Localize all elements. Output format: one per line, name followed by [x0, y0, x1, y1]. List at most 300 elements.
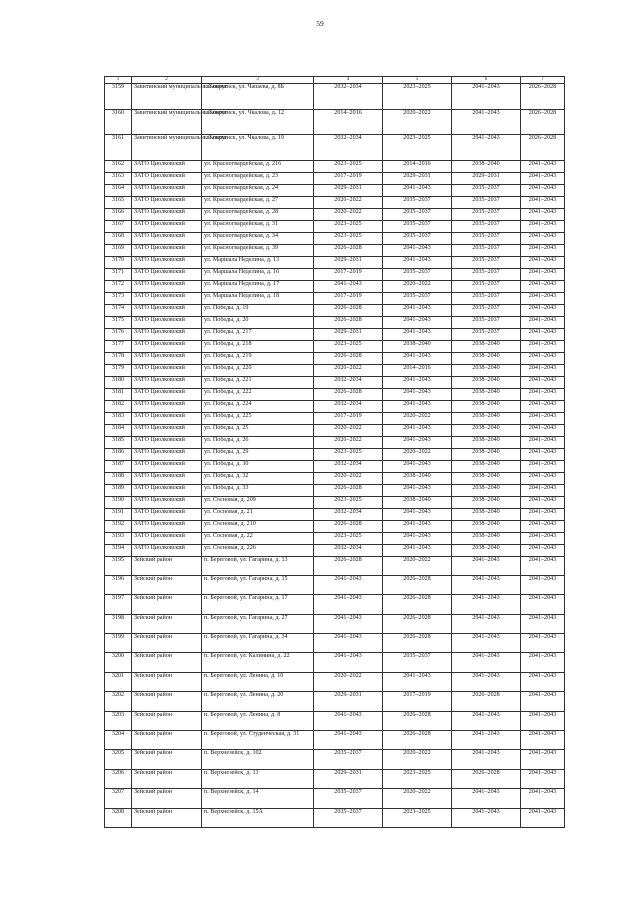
address-cell: п. Береговой, ул. Гагарина, д. 17 — [202, 595, 314, 614]
address-cell: г. Завитинск, ул. Чкалова, д. 12 — [202, 109, 314, 135]
table-row — [105, 412, 565, 424]
period-cell: 2041–2043 — [383, 544, 452, 556]
table-row — [105, 232, 565, 244]
address-cell: ул. Красногвардейская, д. 27 — [202, 196, 314, 208]
period-cell: 2041–2043 — [521, 292, 565, 304]
district-cell: ЗАТО Циолковский — [132, 364, 202, 376]
period-cell: 2026–2028 — [383, 614, 452, 633]
period-cell: 2035–2037 — [383, 653, 452, 672]
period-cell: 2020–2022 — [383, 280, 452, 292]
period-cell: 2035–2037 — [452, 184, 521, 196]
period-cell: 2038–2040 — [452, 532, 521, 544]
period-cell: 2041–2043 — [383, 304, 452, 316]
district-cell: ЗАТО Циолковский — [132, 388, 202, 400]
row-number-cell: 3199 — [105, 634, 132, 653]
period-cell: 2038–2040 — [452, 496, 521, 508]
period-cell: 2014–2016 — [314, 109, 383, 135]
period-cell: 2041–2043 — [521, 731, 565, 750]
row-number-cell: 3185 — [105, 436, 132, 448]
period-cell: 2014–2016 — [383, 364, 452, 376]
address-cell: ул. Красногвардейская, д. 39 — [202, 244, 314, 256]
table-row — [105, 316, 565, 328]
table-row — [105, 160, 565, 172]
period-cell: 2035–2037 — [383, 268, 452, 280]
row-number-cell: 3164 — [105, 184, 132, 196]
period-cell: 2038–2040 — [452, 364, 521, 376]
period-cell: 2035–2037 — [383, 292, 452, 304]
address-cell: ул. Победы, д. 217 — [202, 328, 314, 340]
district-cell: ЗАТО Циолковский — [132, 196, 202, 208]
table-row — [105, 388, 565, 400]
table-row — [105, 711, 565, 730]
column-number: 2 — [132, 77, 202, 84]
row-number-cell: 3184 — [105, 424, 132, 436]
district-cell: ЗАТО Циолковский — [132, 304, 202, 316]
district-cell: ЗАТО Циолковский — [132, 244, 202, 256]
address-cell: п. Верхнезейск, д. 14 — [202, 789, 314, 808]
district-cell: ЗАТО Циолковский — [132, 340, 202, 352]
row-number-cell: 3169 — [105, 244, 132, 256]
row-number-cell: 3191 — [105, 508, 132, 520]
period-cell: 2041–2043 — [383, 256, 452, 268]
period-cell: 2041–2043 — [521, 575, 565, 594]
row-number-cell: 3181 — [105, 388, 132, 400]
table-row — [105, 556, 565, 575]
address-cell: ул. Сосновая, д. 21 — [202, 508, 314, 520]
period-cell: 2026–2028 — [383, 634, 452, 653]
table-row — [105, 508, 565, 520]
period-cell: 2023–2025 — [314, 448, 383, 460]
period-cell: 2038–2040 — [452, 340, 521, 352]
period-cell: 2026–2028 — [383, 595, 452, 614]
period-cell: 2035–2037 — [383, 208, 452, 220]
period-cell: 2041–2043 — [452, 575, 521, 594]
period-cell: 2026–2028 — [314, 304, 383, 316]
row-number-cell: 3198 — [105, 614, 132, 633]
row-number-cell: 3174 — [105, 304, 132, 316]
district-cell: ЗАТО Циолковский — [132, 400, 202, 412]
period-cell: 2041–2043 — [314, 711, 383, 730]
period-cell: 2038–2040 — [452, 484, 521, 496]
table-row — [105, 84, 565, 110]
address-cell: п. Береговой, ул. Гагарина, д. 27 — [202, 614, 314, 633]
address-cell: ул. Красногвардейская, д. 24 — [202, 184, 314, 196]
period-cell: 2041–2043 — [521, 472, 565, 484]
period-cell: 2026–2028 — [521, 109, 565, 135]
row-number-cell: 3179 — [105, 364, 132, 376]
period-cell: 2035–2037 — [452, 292, 521, 304]
address-cell: ул. Победы, д. 224 — [202, 400, 314, 412]
district-cell: ЗАТО Циолковский — [132, 328, 202, 340]
period-cell: 2041–2043 — [314, 634, 383, 653]
period-cell: 2032–2034 — [314, 544, 383, 556]
period-cell: 2032–2034 — [314, 84, 383, 110]
table-row — [105, 328, 565, 340]
period-cell: 2035–2037 — [314, 750, 383, 769]
row-number-cell: 3189 — [105, 484, 132, 496]
period-cell: 2023–2025 — [314, 340, 383, 352]
period-cell: 2041–2043 — [383, 460, 452, 472]
period-cell: 2026–2028 — [383, 711, 452, 730]
period-cell: 2035–2037 — [452, 328, 521, 340]
period-cell: 2032–2034 — [314, 376, 383, 388]
district-cell: ЗАТО Циолковский — [132, 520, 202, 532]
period-cell: 2041–2043 — [521, 244, 565, 256]
period-cell: 2041–2043 — [521, 328, 565, 340]
period-cell: 2041–2043 — [452, 808, 521, 827]
period-cell: 2020–2022 — [383, 556, 452, 575]
period-cell: 2020–2022 — [383, 412, 452, 424]
row-number-cell: 3176 — [105, 328, 132, 340]
period-cell: 2041–2043 — [452, 595, 521, 614]
period-cell: 2026–2028 — [314, 484, 383, 496]
period-cell: 2041–2043 — [521, 508, 565, 520]
period-cell: 2032–2034 — [314, 460, 383, 472]
period-cell: 2041–2043 — [521, 208, 565, 220]
district-cell: ЗАТО Циолковский — [132, 484, 202, 496]
district-cell: Зейский район — [132, 808, 202, 827]
period-cell: 2023–2025 — [383, 769, 452, 788]
period-cell: 2035–2037 — [452, 232, 521, 244]
period-cell: 2041–2043 — [521, 160, 565, 172]
row-number-cell: 3175 — [105, 316, 132, 328]
table-row — [105, 304, 565, 316]
table-row — [105, 109, 565, 135]
row-number-cell: 3161 — [105, 135, 132, 161]
period-cell: 2041–2043 — [521, 634, 565, 653]
period-cell: 2041–2043 — [452, 614, 521, 633]
district-cell: ЗАТО Циолковский — [132, 544, 202, 556]
address-cell: ул. Красногвардейская, д. 34 — [202, 232, 314, 244]
address-cell: п. Верхнезейск, д. 13 — [202, 769, 314, 788]
row-number-cell: 3167 — [105, 220, 132, 232]
table-row — [105, 496, 565, 508]
period-cell: 2038–2040 — [383, 340, 452, 352]
period-cell: 2038–2040 — [452, 436, 521, 448]
period-cell: 2029–2031 — [314, 328, 383, 340]
period-cell: 2041–2043 — [314, 595, 383, 614]
period-cell: 2035–2037 — [452, 208, 521, 220]
period-cell: 2026–2028 — [452, 769, 521, 788]
period-cell: 2017–2019 — [314, 268, 383, 280]
district-cell: ЗАТО Циолковский — [132, 532, 202, 544]
column-number: 6 — [452, 77, 521, 84]
period-cell: 2026–2028 — [314, 316, 383, 328]
period-cell: 2038–2040 — [383, 496, 452, 508]
period-cell: 2041–2043 — [383, 484, 452, 496]
row-number-cell: 3171 — [105, 268, 132, 280]
housing-repair-schedule-table — [104, 76, 565, 828]
row-number-cell: 3197 — [105, 595, 132, 614]
period-cell: 2026–2028 — [383, 575, 452, 594]
row-number-cell: 3180 — [105, 376, 132, 388]
period-cell: 2038–2040 — [452, 388, 521, 400]
period-cell: 2041–2043 — [383, 184, 452, 196]
address-cell: п. Береговой, ул. Ленина, д. 20 — [202, 692, 314, 711]
table-row — [105, 220, 565, 232]
period-cell: 2041–2043 — [521, 614, 565, 633]
period-cell: 2038–2040 — [452, 400, 521, 412]
address-cell: ул. Победы, д. 220 — [202, 364, 314, 376]
period-cell: 2038–2040 — [452, 460, 521, 472]
table-row — [105, 135, 565, 161]
period-cell: 2041–2043 — [521, 496, 565, 508]
address-cell: ул. Маршала Неделина, д. 13 — [202, 256, 314, 268]
period-cell: 2041–2043 — [521, 808, 565, 827]
period-cell: 2041–2043 — [521, 388, 565, 400]
period-cell: 2041–2043 — [452, 109, 521, 135]
district-cell: ЗАТО Циолковский — [132, 256, 202, 268]
period-cell: 2041–2043 — [521, 672, 565, 691]
period-cell: 2035–2037 — [452, 316, 521, 328]
row-number-cell: 3177 — [105, 340, 132, 352]
address-cell: п. Береговой, ул. Гагарина, д. 15 — [202, 575, 314, 594]
period-cell: 2041–2043 — [521, 460, 565, 472]
period-cell: 2041–2043 — [383, 436, 452, 448]
period-cell: 2026–2028 — [521, 135, 565, 161]
table-row — [105, 595, 565, 614]
row-number-cell: 3160 — [105, 109, 132, 135]
period-cell: 2041–2043 — [521, 520, 565, 532]
table-row — [105, 400, 565, 412]
row-number-cell: 3190 — [105, 496, 132, 508]
period-cell: 2020–2022 — [383, 448, 452, 460]
period-cell: 2041–2043 — [521, 400, 565, 412]
table-row — [105, 292, 565, 304]
table-row — [105, 472, 565, 484]
period-cell: 2017–2019 — [314, 172, 383, 184]
period-cell: 2041–2043 — [521, 424, 565, 436]
column-number: 5 — [383, 77, 452, 84]
table-row — [105, 208, 565, 220]
period-cell: 2041–2043 — [521, 316, 565, 328]
table-row — [105, 280, 565, 292]
period-cell: 2038–2040 — [452, 160, 521, 172]
period-cell: 2020–2022 — [314, 196, 383, 208]
period-cell: 2041–2043 — [452, 556, 521, 575]
period-cell: 2023–2025 — [314, 232, 383, 244]
period-cell: 2041–2043 — [383, 672, 452, 691]
period-cell: 2041–2043 — [521, 448, 565, 460]
period-cell: 2023–2025 — [314, 160, 383, 172]
period-cell: 2038–2040 — [452, 352, 521, 364]
period-cell: 2041–2043 — [521, 256, 565, 268]
address-cell: ул. Победы, д. 29 — [202, 448, 314, 460]
row-number-cell: 3195 — [105, 556, 132, 575]
district-cell: Зейский район — [132, 789, 202, 808]
period-cell: 2032–2034 — [314, 400, 383, 412]
period-cell: 2026–2028 — [521, 84, 565, 110]
period-cell: 2041–2043 — [452, 634, 521, 653]
column-number: 4 — [314, 77, 383, 84]
period-cell: 2041–2043 — [521, 436, 565, 448]
table-row — [105, 789, 565, 808]
period-cell: 2032–2034 — [314, 135, 383, 161]
row-number-cell: 3187 — [105, 460, 132, 472]
period-cell: 2029–2031 — [452, 172, 521, 184]
table-row — [105, 448, 565, 460]
period-cell: 2041–2043 — [383, 388, 452, 400]
district-cell: ЗАТО Циолковский — [132, 292, 202, 304]
district-cell: Зейский район — [132, 672, 202, 691]
period-cell: 2041–2043 — [521, 280, 565, 292]
address-cell: п. Береговой, ул. Гагарина, д. 13 — [202, 556, 314, 575]
period-cell: 2041–2043 — [521, 750, 565, 769]
period-cell: 2029–2031 — [314, 769, 383, 788]
district-cell: ЗАТО Циолковский — [132, 268, 202, 280]
district-cell: ЗАТО Циолковский — [132, 448, 202, 460]
district-cell: Зейский район — [132, 634, 202, 653]
period-cell: 2026–2028 — [314, 520, 383, 532]
address-cell: п. Береговой, ул. Калинина, д. 22 — [202, 653, 314, 672]
table-row — [105, 268, 565, 280]
row-number-cell: 3193 — [105, 532, 132, 544]
table-row — [105, 544, 565, 556]
row-number-cell: 3165 — [105, 196, 132, 208]
period-cell: 2038–2040 — [383, 472, 452, 484]
period-cell: 2041–2043 — [383, 424, 452, 436]
address-cell: ул. Победы, д. 20 — [202, 316, 314, 328]
period-cell: 2041–2043 — [521, 220, 565, 232]
period-cell: 2020–2022 — [314, 436, 383, 448]
period-cell: 2041–2043 — [521, 268, 565, 280]
table-row — [105, 352, 565, 364]
period-cell: 2041–2043 — [383, 520, 452, 532]
district-cell: Зейский район — [132, 595, 202, 614]
address-cell: ул. Победы, д. 30 — [202, 460, 314, 472]
period-cell: 2041–2043 — [314, 653, 383, 672]
period-cell: 2029–2031 — [314, 256, 383, 268]
district-cell: ЗАТО Циолковский — [132, 160, 202, 172]
period-cell: 2041–2043 — [521, 769, 565, 788]
period-cell: 2041–2043 — [521, 364, 565, 376]
row-number-cell: 3178 — [105, 352, 132, 364]
address-cell: ул. Победы, д. 222 — [202, 388, 314, 400]
period-cell: 2041–2043 — [521, 196, 565, 208]
address-cell: ул. Победы, д. 19 — [202, 304, 314, 316]
period-cell: 2029–2031 — [314, 184, 383, 196]
district-cell: Зейский район — [132, 614, 202, 633]
address-cell: ул. Сосновая, д. 226 — [202, 544, 314, 556]
period-cell: 2041–2043 — [452, 135, 521, 161]
row-number-cell: 3201 — [105, 672, 132, 691]
address-cell: п. Береговой, ул. Студенческая, д. 31 — [202, 731, 314, 750]
address-cell: ул. Красногвардейская, д. 216 — [202, 160, 314, 172]
table-row — [105, 672, 565, 691]
address-cell: ул. Победы, д. 25 — [202, 424, 314, 436]
table-row — [105, 692, 565, 711]
table-row — [105, 769, 565, 788]
table-row — [105, 364, 565, 376]
period-cell: 2041–2043 — [521, 340, 565, 352]
row-number-cell: 3188 — [105, 472, 132, 484]
period-cell: 2026–2028 — [383, 731, 452, 750]
table-row — [105, 484, 565, 496]
period-cell: 2041–2043 — [314, 575, 383, 594]
table-row — [105, 424, 565, 436]
district-cell: Зейский район — [132, 653, 202, 672]
district-cell: Зейский район — [132, 769, 202, 788]
period-cell: 2035–2037 — [314, 808, 383, 827]
period-cell: 2023–2025 — [314, 220, 383, 232]
period-cell: 2041–2043 — [521, 352, 565, 364]
period-cell: 2026–2028 — [314, 244, 383, 256]
period-cell: 2035–2037 — [452, 244, 521, 256]
period-cell: 2035–2037 — [452, 256, 521, 268]
row-number-cell: 3170 — [105, 256, 132, 268]
district-cell: Завитинский муниципальный округ — [132, 109, 202, 135]
period-cell: 2041–2043 — [521, 653, 565, 672]
period-cell: 2035–2037 — [452, 280, 521, 292]
period-cell: 2041–2043 — [521, 376, 565, 388]
district-cell: ЗАТО Циолковский — [132, 460, 202, 472]
address-cell: ул. Маршала Неделина, д. 17 — [202, 280, 314, 292]
period-cell: 2041–2043 — [383, 508, 452, 520]
district-cell: ЗАТО Циолковский — [132, 376, 202, 388]
district-cell: ЗАТО Циолковский — [132, 424, 202, 436]
column-number: 1 — [105, 77, 132, 84]
table-row — [105, 808, 565, 827]
district-cell: ЗАТО Циолковский — [132, 220, 202, 232]
period-cell: 2041–2043 — [383, 532, 452, 544]
table-row — [105, 750, 565, 769]
address-cell: г. Завитинск, ул. Чапаева, д. 8Б — [202, 84, 314, 110]
district-cell: ЗАТО Циолковский — [132, 412, 202, 424]
address-cell: ул. Победы, д. 221 — [202, 376, 314, 388]
period-cell: 2023–2025 — [314, 532, 383, 544]
period-cell: 2017–2019 — [383, 692, 452, 711]
period-cell: 2020–2022 — [383, 109, 452, 135]
row-number-cell: 3172 — [105, 280, 132, 292]
column-number-row — [105, 77, 565, 84]
district-cell: Зейский район — [132, 575, 202, 594]
period-cell: 2041–2043 — [314, 614, 383, 633]
period-cell: 2017–2019 — [314, 412, 383, 424]
district-cell: Зейский район — [132, 750, 202, 769]
period-cell: 2041–2043 — [452, 789, 521, 808]
period-cell: 2041–2043 — [383, 328, 452, 340]
district-cell: ЗАТО Циолковский — [132, 352, 202, 364]
period-cell: 2038–2040 — [452, 544, 521, 556]
period-cell: 2020–2022 — [383, 750, 452, 769]
period-cell: 2041–2043 — [383, 400, 452, 412]
period-cell: 2017–2019 — [314, 292, 383, 304]
period-cell: 2026–2028 — [314, 388, 383, 400]
period-cell: 2038–2040 — [452, 472, 521, 484]
period-cell: 2032–2034 — [314, 508, 383, 520]
period-cell: 2020–2022 — [383, 789, 452, 808]
address-cell: ул. Маршала Неделина, д. 18 — [202, 292, 314, 304]
table-row — [105, 460, 565, 472]
column-number: 7 — [521, 77, 565, 84]
row-number-cell: 3194 — [105, 544, 132, 556]
row-number-cell: 3202 — [105, 692, 132, 711]
period-cell: 2026–2028 — [314, 352, 383, 364]
district-cell: ЗАТО Циолковский — [132, 172, 202, 184]
table-body — [105, 77, 565, 828]
address-cell: ул. Сосновая, д. 22 — [202, 532, 314, 544]
table-row — [105, 731, 565, 750]
address-cell: г. Завитинск, ул. Чкалова, д. 19 — [202, 135, 314, 161]
period-cell: 2041–2043 — [314, 280, 383, 292]
period-cell: 2041–2043 — [383, 352, 452, 364]
address-cell: п. Береговой, ул. Ленина, д. 10 — [202, 672, 314, 691]
period-cell: 2041–2043 — [521, 595, 565, 614]
table-row — [105, 184, 565, 196]
period-cell: 2041–2043 — [452, 731, 521, 750]
period-cell: 2020–2022 — [314, 424, 383, 436]
period-cell: 2041–2043 — [383, 376, 452, 388]
